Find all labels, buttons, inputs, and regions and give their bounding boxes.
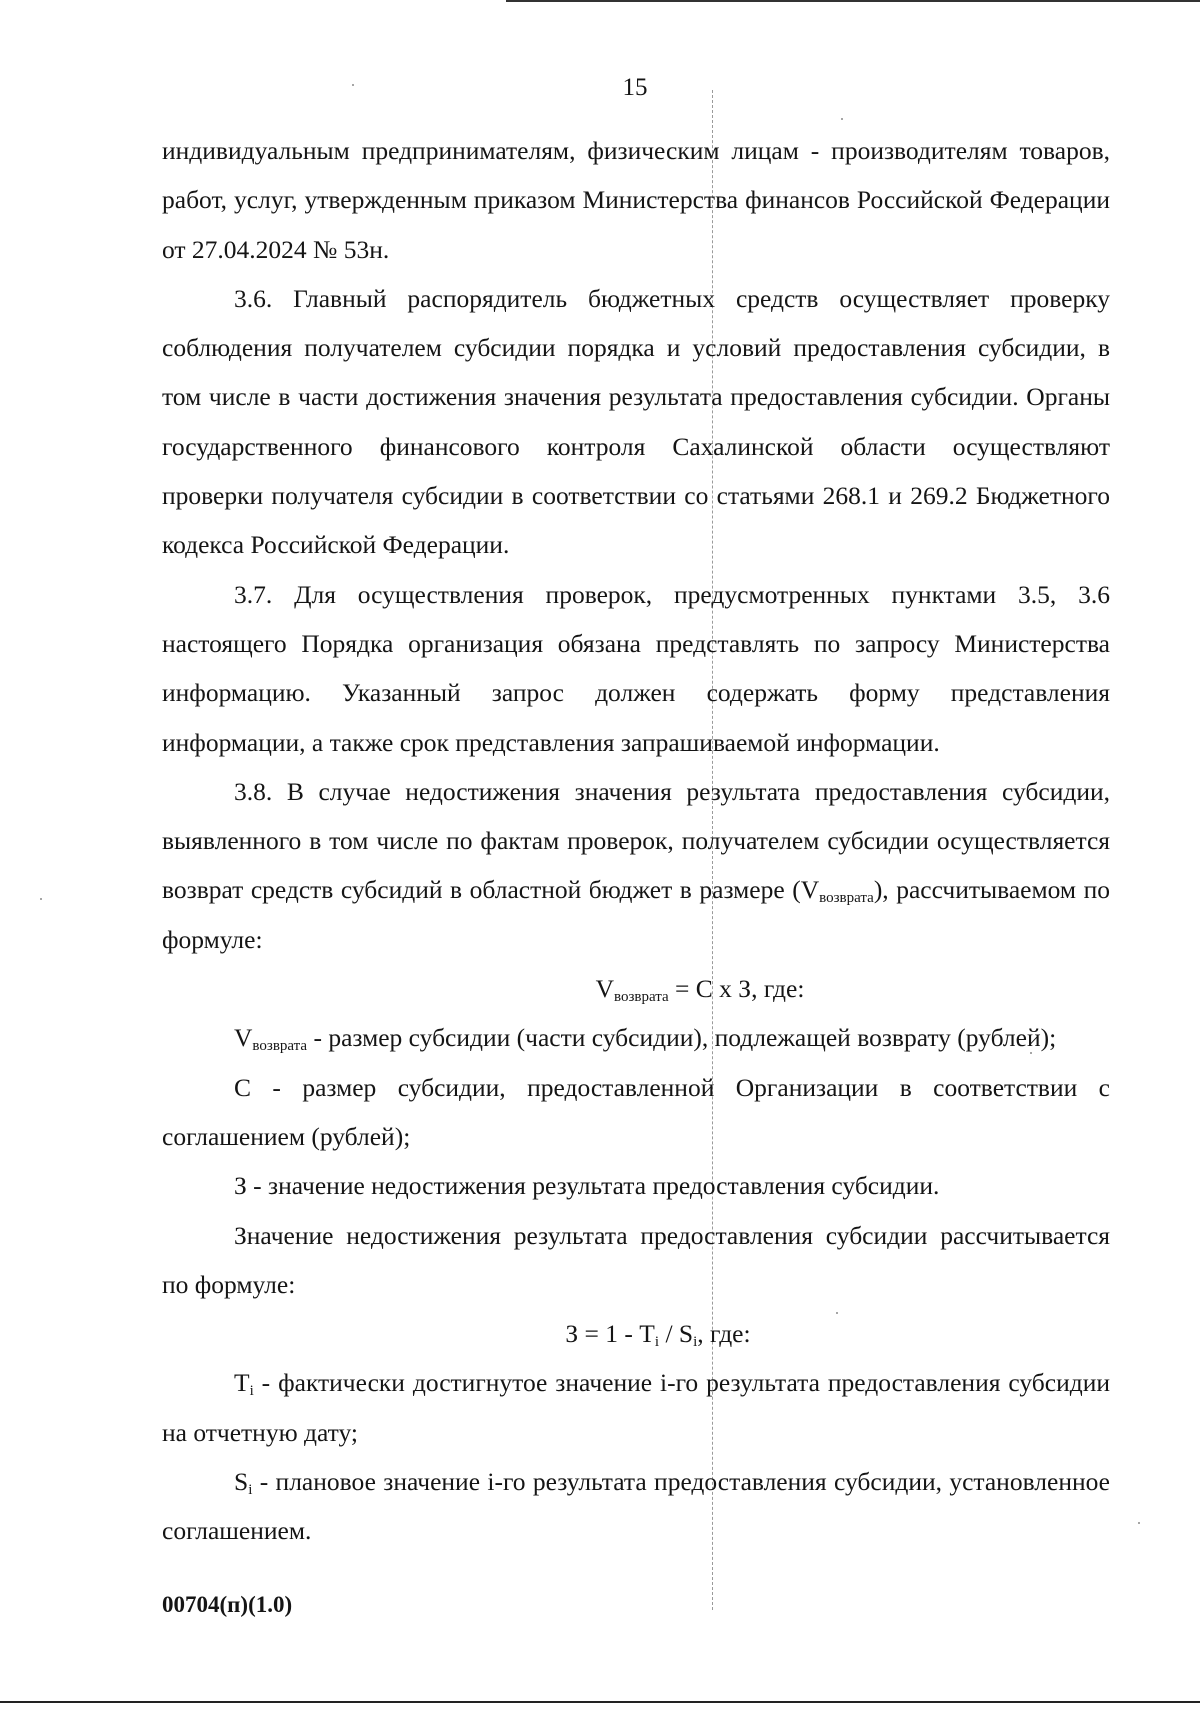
definition-s-symbol: S bbox=[234, 1467, 249, 1497]
paragraph-3-6: 3.6. Главный распорядитель бюджетных средств осуществляет проверку соблюдения получателем субсидии порядка и условий предоставления субсидии, в том числе в части достижения значения результата предоставления субсидии. Органы государственного финансового контроля Сахалинской области осуществляют проверки получателя субсидии в соответствии со статьями 268.1 и 269.2 Бюджетного кодекса Российской Федерации. bbox=[162, 283, 1110, 560]
formula-return bbox=[162, 964, 1110, 1013]
formula-return-sub: возврата bbox=[614, 989, 669, 1006]
definition-s-text: - плановое значение i-го результата предоставления субсидии, установленное соглашением. bbox=[162, 1467, 1110, 1546]
document-body bbox=[162, 126, 1110, 1556]
definition-t-sub: i bbox=[249, 1383, 254, 1400]
scan-speck bbox=[1030, 1052, 1032, 1054]
formula-return-v: V bbox=[595, 974, 615, 1004]
formula-shortfall-c: , где: bbox=[697, 1319, 751, 1349]
page-number: 15 bbox=[622, 74, 648, 101]
definition-v-symbol: V bbox=[234, 1023, 253, 1053]
formula-shortfall-sub2: i bbox=[693, 1334, 698, 1351]
definition-t bbox=[162, 1358, 1110, 1457]
scan-speck bbox=[1138, 1522, 1140, 1524]
definition-s bbox=[162, 1457, 1110, 1556]
formula-shortfall-a: З = 1 - T bbox=[565, 1319, 655, 1349]
scan-speck bbox=[836, 1312, 838, 1314]
definition-s-sub: i bbox=[248, 1482, 253, 1499]
definition-t-text: - фактически достигнутое значение i-го результата предоставления субсидии на отчетную дату; bbox=[162, 1368, 1110, 1447]
definition-t-symbol: T bbox=[234, 1368, 250, 1398]
formula-return-rest: = С х З, где: bbox=[668, 974, 805, 1004]
definition-z: З - значение недостижения результата предоставления субсидии. bbox=[234, 1171, 940, 1201]
definition-v-text: - размер субсидии (части субсидии), подлежащей возврату (рублей); bbox=[307, 1023, 1057, 1053]
definition-v bbox=[162, 1013, 1110, 1062]
scan-speck bbox=[40, 898, 42, 900]
v-open: (V bbox=[792, 875, 820, 905]
v-close: ), рассчитываемом по формуле: bbox=[162, 875, 1110, 954]
formula-shortfall-sub1: i bbox=[654, 1334, 660, 1351]
scan-speck bbox=[841, 118, 843, 120]
scan-bottom-edge bbox=[0, 1701, 1200, 1703]
v-subscript: возврата bbox=[819, 890, 874, 907]
paragraph-3-8-text: 3.8. В случае недостижения значения результата предоставления субсидии, выявленного в том числе по фактам проверок, получателем субсидии осуществляется возврат средств субсидий в областной бюджет в размере bbox=[162, 776, 1110, 905]
scan-top-edge bbox=[506, 0, 1200, 2]
formula-shortfall bbox=[162, 1309, 1110, 1358]
document-code: 00704(п)(1.0) bbox=[162, 1592, 293, 1617]
paragraph-continuation: индивидуальным предпринимателям, физическим лицам - производителям товаров, работ, услуг, утвержденным приказом Министерства финансов Российской Федерации от 27.04.2024 № 53н. bbox=[162, 136, 1110, 264]
formula-2-intro: Значение недостижения результата предоставления субсидии рассчитывается по формуле: bbox=[162, 1220, 1110, 1299]
definition-v-sub: возврата bbox=[252, 1038, 308, 1055]
paragraph-3-8 bbox=[162, 767, 1110, 964]
definition-c: С - размер субсидии, предоставленной Организации в соответствии с соглашением (рублей); bbox=[162, 1072, 1110, 1151]
scan-speck bbox=[352, 84, 354, 86]
paragraph-3-7: 3.7. Для осуществления проверок, предусмотренных пунктами 3.5, 3.6 настоящего Порядка организация обязана представлять по запросу Министерства информацию. Указанный запрос должен содержать форму представления информации, а также срок представления запрашиваемой информации. bbox=[162, 579, 1110, 757]
formula-shortfall-b: / S bbox=[659, 1319, 694, 1349]
